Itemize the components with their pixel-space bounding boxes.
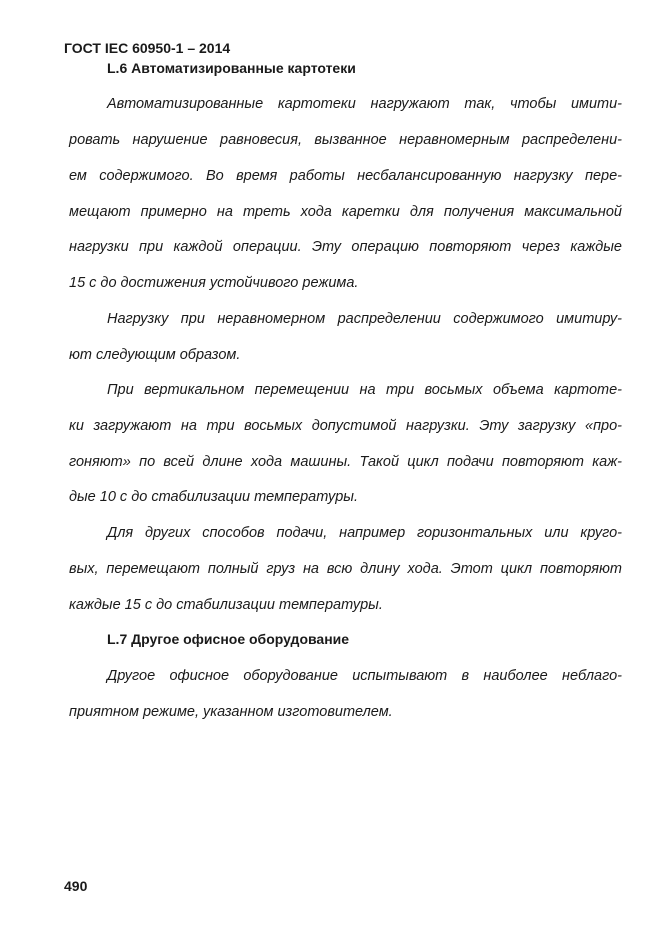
paragraph-line: дые 10 с до стабилизации температуры. [69,489,358,505]
paragraph-line: гоняют» по всей длине хода машины. Такой цикл подачи повторяют каж- [69,454,622,470]
paragraph-line: ровать нарушение равновесия, вызванное неравномерным распределени- [69,132,622,148]
paragraph-line: каждые 15 с до стабилизации температуры. [69,597,383,613]
section-heading-l6: L.6 Автоматизированные картотеки [107,60,356,76]
paragraph-line: Нагрузку при неравномерном распределении содержимого имитиру- [107,311,622,327]
paragraph-line: вых, перемещают полный груз на всю длину хода. Этот цикл повторяют [69,561,622,577]
page-number: 490 [64,878,88,894]
paragraph-line: приятном режиме, указанном изготовителем. [69,704,393,720]
paragraph-line: мещают примерно на треть хода каретки для получения максимальной [69,204,622,220]
section-heading-l7: L.7 Другое офисное оборудование [107,631,350,647]
paragraph-line: нагрузки при каждой операции. Эту операцию повторяют через каждые [69,239,622,255]
paragraph-line: 15 с до достижения устойчивого режима. [69,275,359,291]
paragraph-line: Другое офисное оборудование испытывают в наиболее неблаго- [107,668,622,684]
paragraph-line: ют следующим образом. [69,347,241,363]
paragraph-line: ки загружают на три восьмых допустимой нагрузки. Эту загрузку «про- [69,418,622,434]
paragraph-line: ем содержимого. Во время работы несбалансированную нагрузку пере- [69,168,622,184]
document-header: ГОСТ IEC 60950-1 – 2014 [64,40,231,56]
paragraph-line: Автоматизированные картотеки нагружают так, чтобы имити- [107,96,622,112]
paragraph-line: При вертикальном перемещении на три восьмых объема картоте- [107,382,622,398]
paragraph-line: Для других способов подачи, например горизонтальных или круго- [107,525,622,541]
